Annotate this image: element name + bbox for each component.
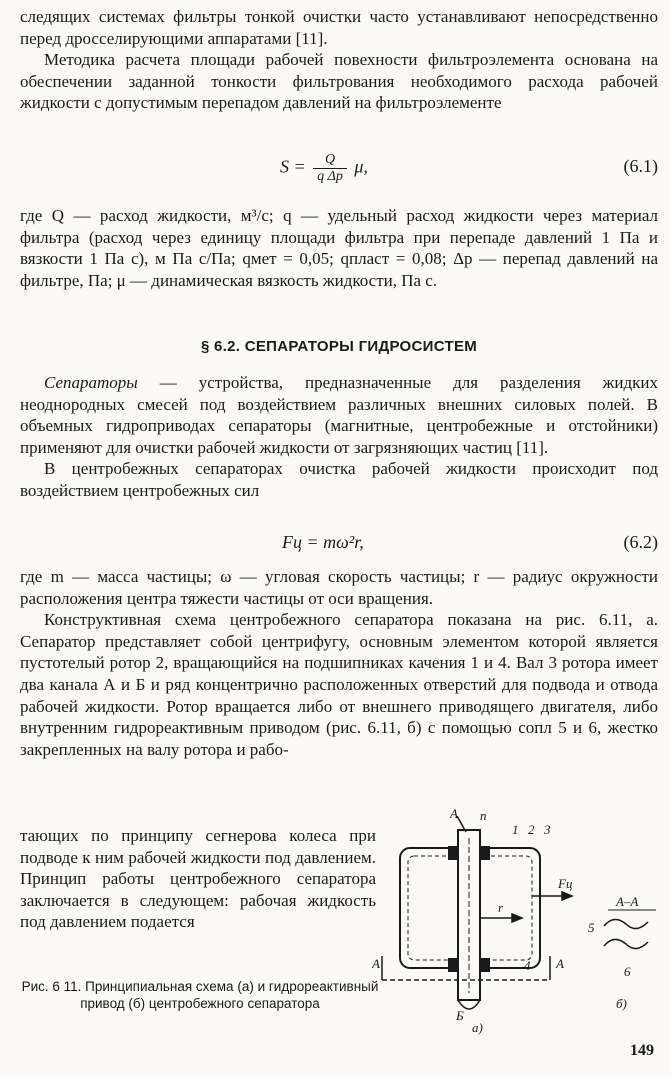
fraction-numerator: Q bbox=[313, 152, 347, 169]
label-r: r bbox=[498, 900, 504, 915]
page-number: 149 bbox=[630, 1042, 654, 1059]
figure-caption: Рис. 6 11. Принципиальная схема (а) и гидрореактивный привод (б) центробежного сепаратора bbox=[21, 979, 379, 1011]
label-b-channel: Б bbox=[456, 1008, 464, 1023]
label-a-sub: а) bbox=[472, 1020, 483, 1035]
separators-block bbox=[20, 372, 658, 502]
paragraph-design: Конструктивная схема центробежного сепаратора показана на рис. 6.11, а. Сепаратор представляет собой центрифугу, основным элементом которой является пустотелый ротор 2, вращающийся на подшипниках качения 1 и 4. Вал 3 ротора имеет два канала А и Б и ряд концентрично расположенных отверстий для подвода и отвода рабочей жидкости. Ротор вращается либо от внешнего приводящего двигателя, либо внутренним гидрореактивным приводом (рис. 6.11, б) с помощью сопл 5 и 6, жестко закрепленных на валу ротора и рабо- bbox=[20, 610, 658, 759]
term-separators: Сепараторы bbox=[44, 373, 138, 392]
where-block-1 bbox=[20, 205, 658, 291]
label-a-top: A bbox=[450, 808, 458, 821]
formula-6-1 bbox=[20, 146, 658, 182]
shaft bbox=[458, 830, 480, 1000]
label-section-aa: А–А bbox=[616, 894, 639, 909]
label-a-right: A bbox=[556, 956, 564, 971]
separator-figure bbox=[372, 808, 662, 1038]
text-column bbox=[20, 6, 658, 114]
paragraph-continuation: следящих системах фильтры тонкой очистки часто устанавливают непосредственно перед дросселирующими аппаратами [11]. bbox=[20, 7, 658, 48]
paragraph-separators bbox=[20, 372, 658, 458]
label-1: 1 bbox=[512, 822, 519, 837]
label-a-left: A bbox=[372, 956, 380, 971]
formula-6-2 bbox=[20, 528, 658, 558]
label-n: n bbox=[480, 808, 487, 823]
label-4: 4 bbox=[524, 958, 531, 973]
paragraph-left-column: тающих по принципу сегнерова колеса при подводе к ним рабочей жидкости под давлением. Принцип работы центробежного сепаратора заключается в следующем: рабочая жидкость под давлением подается bbox=[20, 826, 376, 932]
label-b-sub: б) bbox=[616, 996, 627, 1011]
where-block-2 bbox=[20, 566, 658, 760]
formula-lhs: S = bbox=[280, 156, 306, 177]
nozzle-section bbox=[604, 910, 656, 949]
formula-fraction bbox=[313, 152, 347, 185]
paragraph-method: Методика расчета площади рабочей повехности фильтроэлемента основана на обеспечении заданной тонкости фильтрования необходимого расхода рабочей жидкости с допустимым перепадом давлений на фильтроэлементе bbox=[20, 50, 658, 113]
paragraph-separators-text: — устройства, предназначенные для разделения жидких неоднородных смесей под воздействием различных внешних силовых полей. В объемных гидроприводах сепараторы (магнитные, центробежные и отстойники) применяют для очистки рабочей жидкости от загрязняющих частиц [11]. bbox=[20, 373, 658, 457]
label-6: 6 bbox=[624, 964, 631, 979]
label-2: 2 bbox=[528, 822, 535, 837]
formula-rhs: μ, bbox=[354, 156, 368, 177]
formula-number: (6.2) bbox=[623, 532, 658, 552]
paragraph-where-1: где Q — расход жидкости, м³/с; q — удельный расход жидкости через материал фильтра (расход через единицу площади фильтра при перепаде давлений 1 Па и вязкости 1 Па с), м Па с/Па; qмет = 0,05; qпласт = 0,08; Δp — перепад давлений на фильтре, Па; μ — динамическая вязкость жидкости, Па с. bbox=[20, 206, 658, 290]
paragraph-centrifugal: В центробежных сепараторах очистка рабочей жидкости происходит под воздействием центробежных сил bbox=[20, 459, 658, 500]
label-3: 3 bbox=[544, 822, 551, 837]
fraction-denominator: q Δp bbox=[317, 169, 343, 184]
label-5: 5 bbox=[588, 920, 595, 935]
section-heading: § 6.2. СЕПАРАТОРЫ ГИДРОСИСТЕМ bbox=[200, 338, 478, 355]
formula-expression: Fц = mω²r, bbox=[282, 532, 364, 552]
paragraph-where-2: где m — масса частицы; ω — угловая скорость частицы; r — радиус окружности расположения центра тяжести частицы от оси вращения. bbox=[20, 567, 658, 608]
left-column bbox=[20, 825, 376, 933]
formula-number: (6.1) bbox=[623, 156, 658, 176]
label-f: Fц bbox=[558, 876, 573, 891]
